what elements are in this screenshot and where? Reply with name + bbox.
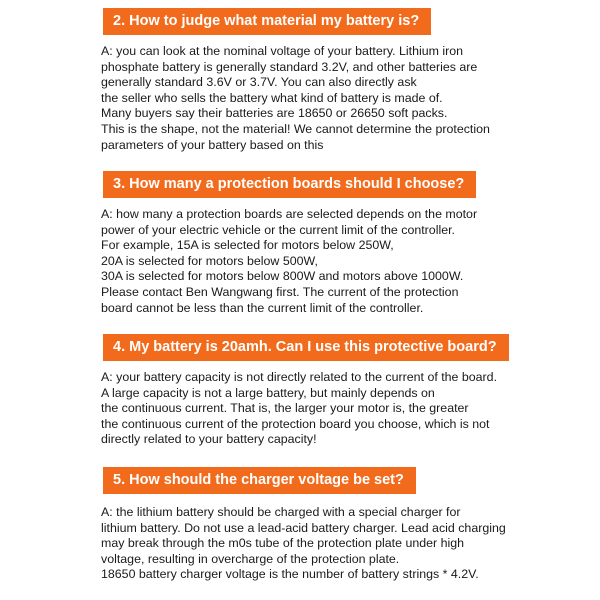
answer-line: A large capacity is not a large battery, but mainly depends on: [101, 385, 435, 400]
answer-line: voltage, resulting in overcharge of the protection plate.: [101, 551, 400, 566]
answer-line: generally standard 3.6V or 3.7V. You can also directly ask: [101, 75, 417, 90]
answer-line: power of your electric vehicle or the current limit of the controller.: [101, 222, 455, 237]
answer-line: A: how many a protection boards are selected depends on the motor: [101, 207, 478, 221]
answer-line: A: your battery capacity is not directly related to the current of the board.: [101, 370, 498, 384]
section-3-header: 3. How many a protection boards should I choose?: [103, 171, 476, 198]
section-4-header: 4. My battery is 20amh. Can I use this protective board?: [103, 334, 509, 361]
answer-line: the seller who sells the battery what kind of battery is made of.: [101, 90, 443, 105]
answer-line: A: you can look at the nominal voltage of your battery. Lithium iron: [101, 44, 464, 58]
answer-line: board cannot be less than the current limit of the controller.: [101, 300, 424, 315]
section-5-header: 5. How should the charger voltage be set?: [103, 467, 416, 494]
section-5-answer: [101, 505, 571, 583]
section-2-header: 2. How to judge what material my battery is?: [103, 8, 431, 35]
answer-line: the continuous current of the protection board you choose, which is not: [101, 416, 490, 431]
answer-line: the continuous current. That is, the larger your motor is, the greater: [101, 401, 469, 416]
section-3-answer: [101, 207, 571, 316]
answer-line: Please contact Ben Wangwang first. The current of the protection: [101, 284, 459, 299]
section-2-answer: [101, 44, 571, 153]
answer-line: This is the shape, not the material! We cannot determine the protection: [101, 121, 490, 136]
answer-line: 18650 battery charger voltage is the number of battery strings * 4.2V.: [101, 567, 479, 582]
answer-line: may break through the m0s tube of the protection plate under high: [101, 536, 465, 551]
answer-line: directly related to your battery capacity!: [101, 432, 317, 447]
answer-line: For example, 15A is selected for motors below 250W,: [101, 238, 394, 253]
answer-line: A: the lithium battery should be charged with a special charger for: [101, 505, 461, 519]
answer-line: parameters of your battery based on this: [101, 137, 324, 152]
answer-line: Many buyers say their batteries are 18650 or 26650 soft packs.: [101, 106, 448, 121]
section-4-answer: [101, 370, 571, 448]
answer-line: 30A is selected for motors below 800W and motors above 1000W.: [101, 269, 464, 284]
answer-line: 20A is selected for motors below 500W,: [101, 253, 318, 268]
answer-line: phosphate battery is generally standard 3.2V, and other batteries are: [101, 59, 478, 74]
answer-line: lithium battery. Do not use a lead-acid battery charger. Lead acid charging: [101, 520, 506, 535]
